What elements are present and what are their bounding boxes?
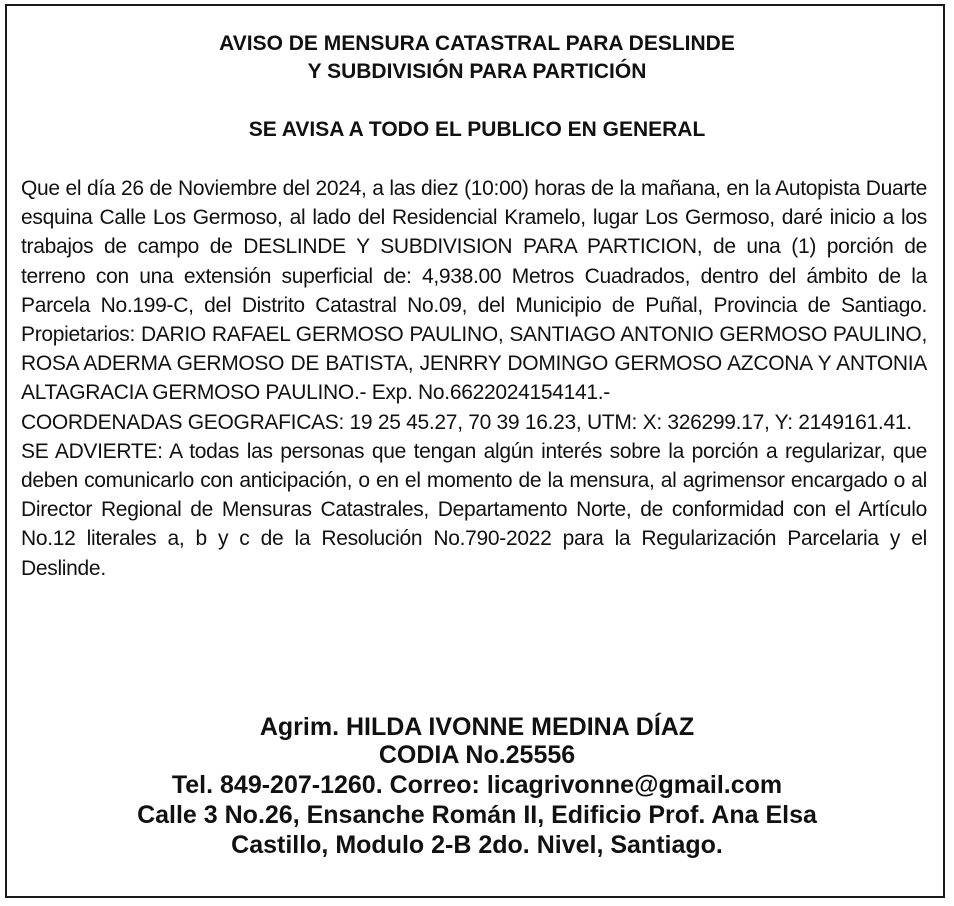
main-paragraph: Que el día 26 de Noviembre del 2024, a las diez (10:00) horas de la mañana, en la Autopista Duarte esquina Calle Los Germoso, al lado del Residencial Kramelo, lugar Los Germoso, daré inicio a los trabajos de campo de DESLINDE Y SUBDIVISION PARA PARTICION, de una (1) porción de terreno con una extensión superficial de: 4,938.00 Metros Cuadrados, dentro del ámbito de la Parcela No.199-C, del Distrito Catastral No.09, del Municipio de Puñal, Provincia de Santiago. Propietarios: DARIO RAFAEL GERMOSO PAULINO, SANTIAGO ANTONIO GERMOSO PAULINO, ROSA ADERMA GERMOSO DE BATISTA, JENRRY DOMINGO GERMOSO AZCONA Y ANTONIA ALTAGRACIA GERMOSO PAULINO.- Exp. No.6622024154141.- — [21, 177, 927, 405]
contact-line: Tel. 849-207-1260. Correo: licagrivonne@gmail.com — [171, 771, 783, 799]
notice-body — [21, 174, 927, 583]
notice-title-line2: Y SUBDIVISIÓN PARA PARTICIÓN — [307, 60, 647, 83]
notice-subtitle: SE AVISA A TODO EL PUBLICO EN GENERAL — [248, 118, 706, 141]
coordinates-paragraph: COORDENADAS GEOGRAFICAS: 19 25 45.27, 70 39 16.23, UTM: X: 326299.17, Y: 2149161.41. — [21, 410, 912, 434]
address-line1: Calle 3 No.26, Ensanche Román II, Edificio Prof. Ana Elsa — [137, 801, 817, 829]
address-line2: Castillo, Modulo 2-B 2do. Nivel, Santiago. — [231, 831, 723, 859]
warning-paragraph: SE ADVIERTE: A todas las personas que tengan algún interés sobre la porción a regularizar, que deben comunicarlo con anticipación, o en el momento de la mensura, al agrimensor encargado o al Director Regional de Mensuras Catastrales, Departamento Norte, de conformidad con el Artículo No.12 literales a, b y c de la Resolución No.790-2022 para la Regularización Parcelaria y el Deslinde. — [21, 439, 927, 580]
notice-title-line1: AVISO DE MENSURA CATASTRAL PARA DESLINDE — [219, 32, 735, 55]
codia-number: CODIA No.25556 — [378, 741, 576, 769]
surveyor-name: Agrim. HILDA IVONNE MEDINA DÍAZ — [259, 713, 695, 741]
